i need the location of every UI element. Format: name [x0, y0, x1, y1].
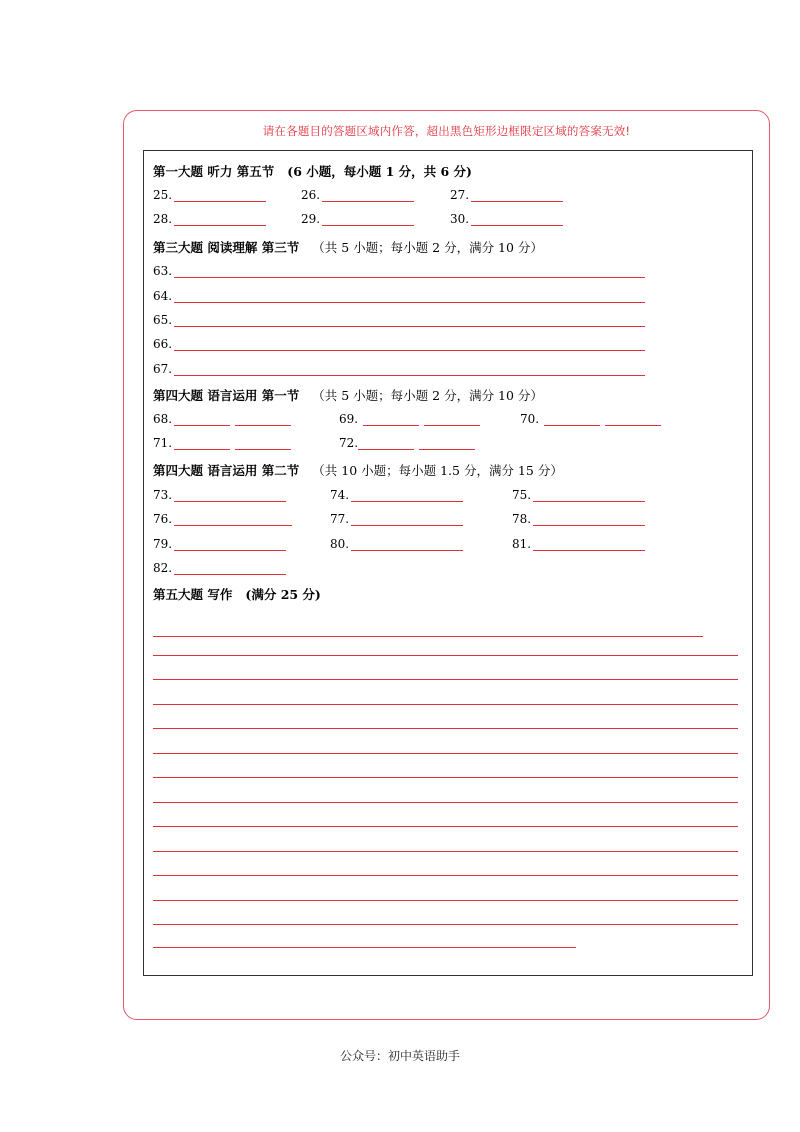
writing-line[interactable] [153, 636, 703, 637]
question-number: 79. [153, 537, 173, 551]
answer-row [153, 362, 645, 376]
answer-row [153, 561, 286, 575]
answer-blank[interactable] [174, 538, 286, 551]
writing-line[interactable] [153, 900, 738, 901]
question-number: 27. [450, 188, 470, 202]
question-number: 25. [153, 188, 173, 202]
answer-row [512, 537, 645, 551]
section-title-listening: 第一大题 听力 第五节 (6 小题，每小题 1 分，共 6 分) [153, 164, 472, 179]
question-number: 29. [301, 212, 321, 226]
answer-row [153, 212, 266, 226]
section-title-language-use-1: 第四大题 语言运用 第一节 （共 5 小题；每小题 2 分，满分 10 分） [153, 388, 543, 403]
question-number: 81. [512, 537, 532, 551]
answer-blank[interactable] [533, 489, 645, 502]
answer-blank[interactable] [358, 437, 414, 450]
question-number: 77. [330, 512, 350, 526]
answer-area-notice: 请在各题目的答题区域内作答，超出黑色矩形边框限定区域的答案无效! [262, 124, 631, 138]
answer-row [153, 412, 291, 426]
answer-blank[interactable] [533, 538, 645, 551]
answer-row [153, 313, 645, 327]
writing-line[interactable] [153, 802, 738, 803]
answer-blank[interactable] [235, 413, 291, 426]
writing-line[interactable] [153, 851, 738, 852]
question-number: 71. [153, 436, 173, 450]
writing-line[interactable] [153, 704, 738, 705]
footer-text: 公众号：初中英语助手 [339, 1049, 460, 1063]
answer-blank[interactable] [174, 314, 645, 327]
answer-row [153, 337, 645, 351]
question-number: 28. [153, 212, 173, 226]
question-number: 69. [339, 412, 359, 426]
question-number: 72. [339, 436, 359, 450]
question-number: 66. [153, 337, 173, 351]
question-number: 67. [153, 362, 173, 376]
answer-row [153, 188, 266, 202]
question-number: 30. [450, 212, 470, 226]
answer-blank[interactable] [235, 437, 291, 450]
writing-line[interactable] [153, 728, 738, 729]
question-number: 75. [512, 488, 532, 502]
answer-row [153, 264, 645, 278]
writing-line[interactable] [153, 655, 738, 656]
writing-line[interactable] [153, 679, 738, 680]
answer-blank[interactable] [174, 562, 286, 575]
answer-blank[interactable] [174, 489, 286, 502]
question-number: 82. [153, 561, 173, 575]
answer-row [153, 488, 286, 502]
answer-blank[interactable] [322, 189, 414, 202]
question-number: 73. [153, 488, 173, 502]
answer-blank[interactable] [471, 189, 563, 202]
question-number: 78. [512, 512, 532, 526]
answer-row [153, 512, 292, 526]
question-number: 26. [301, 188, 321, 202]
writing-line[interactable] [153, 875, 738, 876]
answer-row [339, 412, 480, 426]
writing-line[interactable] [153, 753, 738, 754]
answer-blank[interactable] [174, 513, 292, 526]
question-number: 63. [153, 264, 173, 278]
answer-row [330, 488, 463, 502]
answer-blank[interactable] [605, 413, 661, 426]
answer-row [301, 212, 414, 226]
question-number: 70. [520, 412, 540, 426]
answer-row [330, 537, 463, 551]
question-number: 64. [153, 289, 173, 303]
section-title-language-use-2: 第四大题 语言运用 第二节 （共 10 小题；每小题 1.5 分，满分 15 分） [153, 463, 563, 478]
answer-blank[interactable] [424, 413, 480, 426]
answer-blank[interactable] [322, 213, 414, 226]
answer-row [153, 436, 291, 450]
answer-blank[interactable] [174, 265, 645, 278]
answer-row [339, 436, 475, 450]
question-number: 68. [153, 412, 173, 426]
answer-blank[interactable] [174, 338, 645, 351]
answer-blank[interactable] [351, 489, 463, 502]
answer-blank[interactable] [351, 513, 463, 526]
section-title-reading: 第三大题 阅读理解 第三节 （共 5 小题；每小题 2 分，满分 10 分） [153, 240, 543, 255]
answer-row [450, 188, 563, 202]
answer-blank[interactable] [533, 513, 645, 526]
writing-line[interactable] [153, 826, 738, 827]
answer-row [512, 512, 645, 526]
question-number: 74. [330, 488, 350, 502]
writing-line[interactable] [153, 947, 576, 948]
answer-blank[interactable] [174, 189, 266, 202]
answer-row [520, 412, 661, 426]
answer-row [301, 188, 414, 202]
answer-row [512, 488, 645, 502]
answer-blank[interactable] [363, 413, 419, 426]
writing-line[interactable] [153, 924, 738, 925]
answer-row [153, 289, 645, 303]
answer-blank[interactable] [174, 213, 266, 226]
writing-line[interactable] [153, 777, 738, 778]
answer-blank[interactable] [471, 213, 563, 226]
answer-row [450, 212, 563, 226]
answer-row [153, 537, 286, 551]
question-number: 76. [153, 512, 173, 526]
answer-blank[interactable] [544, 413, 600, 426]
question-number: 65. [153, 313, 173, 327]
answer-blank[interactable] [174, 437, 230, 450]
answer-blank[interactable] [351, 538, 463, 551]
answer-row [330, 512, 463, 526]
section-title-writing: 第五大题 写作 (满分 25 分) [153, 587, 321, 602]
answer-blank[interactable] [174, 413, 230, 426]
answer-blank[interactable] [174, 290, 645, 303]
question-number: 80. [330, 537, 350, 551]
answer-blank[interactable] [419, 437, 475, 450]
answer-blank[interactable] [174, 363, 645, 376]
